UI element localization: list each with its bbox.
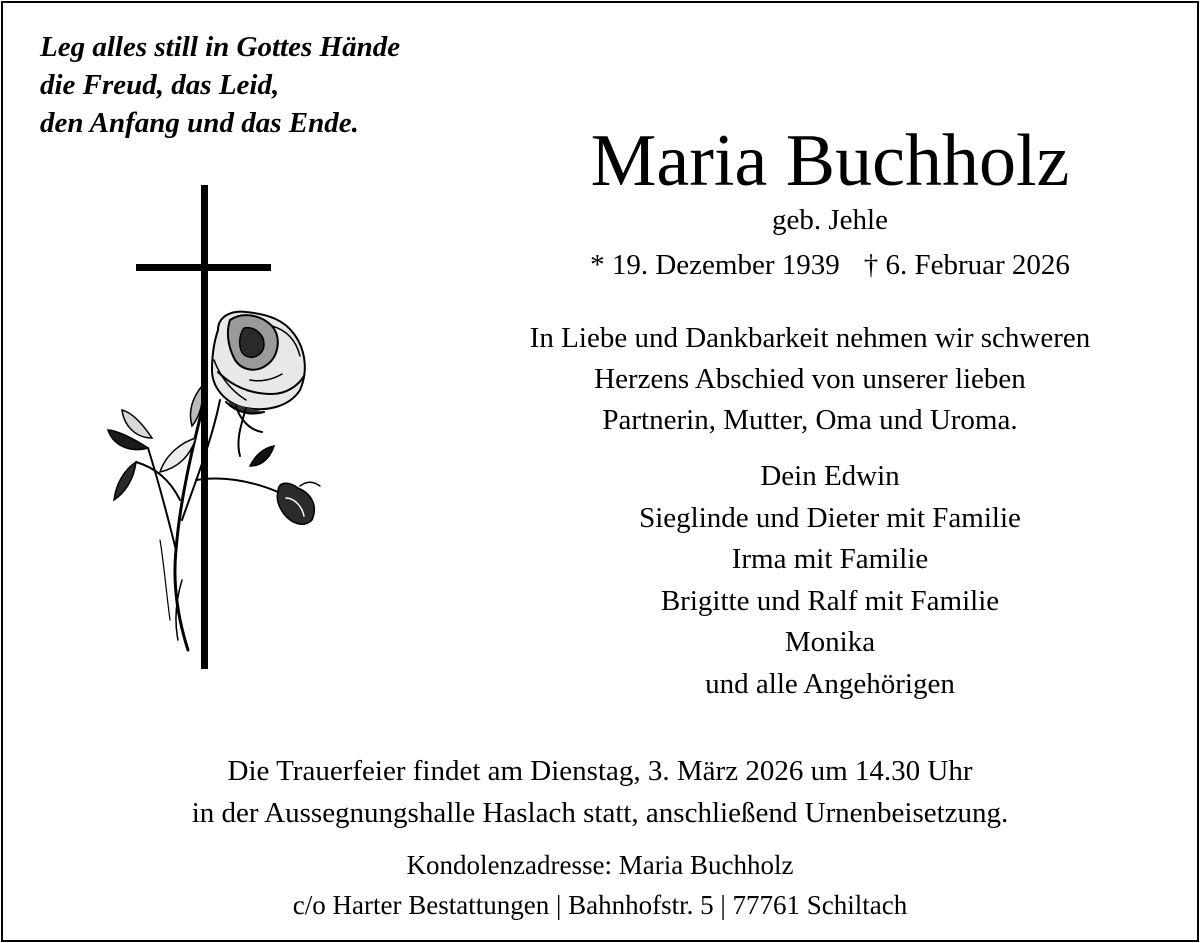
birth-date: * 19. Dezember 1939 <box>590 249 840 281</box>
service-line: Die Trauerfeier findet am Dienstag, 3. März 2026 um 14.30 Uhr <box>227 755 973 787</box>
mourner-line: und alle Angehörigen <box>705 667 955 700</box>
mourners-list <box>500 456 1160 705</box>
mourner-line: Monika <box>784 626 876 658</box>
farewell-message <box>480 318 1140 441</box>
cross-and-rose-illustration <box>100 180 340 675</box>
mourner-line: Brigitte und Ralf mit Familie <box>660 584 1000 617</box>
mourner-line: Dein Edwin <box>760 460 900 492</box>
condolence-address <box>0 845 1200 925</box>
birth-name: geb. Jehle <box>772 204 888 236</box>
poem-verse <box>40 28 400 142</box>
death-date: † 6. Februar 2026 <box>863 249 1070 281</box>
condolence-line: c/o Harter Bestattungen | Bahnhofstr. 5 | 77761 Schiltach <box>292 890 908 920</box>
service-announcement <box>0 750 1200 834</box>
message-line: Partnerin, Mutter, Oma und Uroma. <box>602 404 1018 436</box>
mourner-line: Sieglinde und Dieter mit Familie <box>639 501 1021 534</box>
poem-line: die Freud, das Leid, <box>40 69 280 101</box>
poem-line: den Anfang und das Ende. <box>40 107 359 139</box>
message-line: In Liebe und Dankbarkeit nehmen wir schweren <box>529 322 1091 354</box>
condolence-line: Kondolenzadresse: Maria Buchholz <box>406 850 794 880</box>
deceased-name: Maria Buchholz <box>590 120 1070 202</box>
service-line: in der Aussegnungshalle Haslach statt, anschließend Urnenbeisetzung. <box>191 797 1009 829</box>
life-dates <box>500 243 1160 287</box>
mourner-line: Irma mit Familie <box>731 543 929 575</box>
message-line: Herzens Abschied von unserer lieben <box>594 363 1026 395</box>
rose-icon <box>108 312 320 650</box>
poem-line: Leg alles still in Gottes Hände <box>40 31 401 63</box>
